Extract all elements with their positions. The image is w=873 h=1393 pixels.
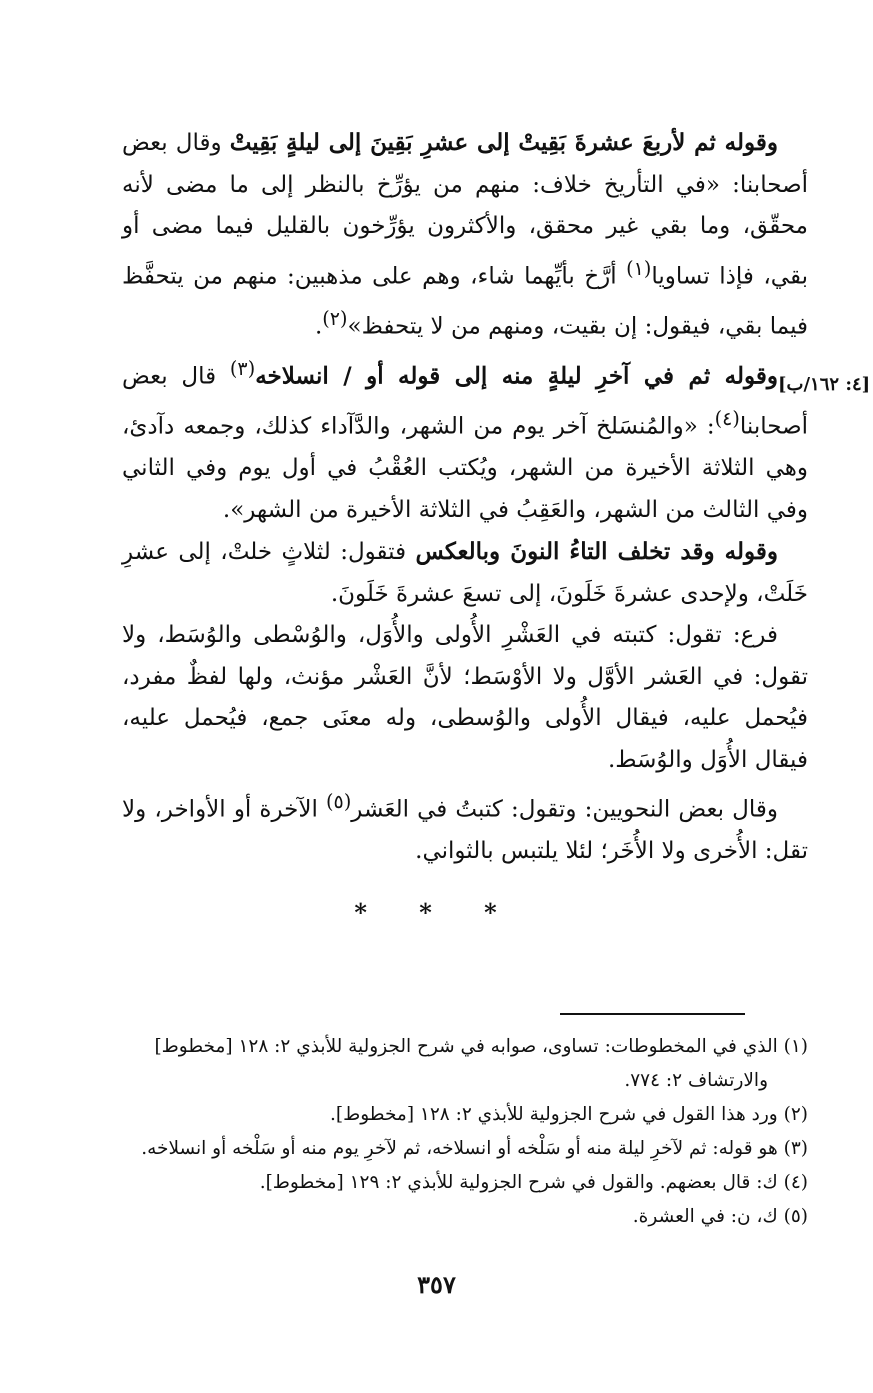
footnote-3 [128,1132,808,1166]
footnote-4 [128,1166,808,1200]
section-separator: * * * [354,898,519,927]
paragraph-2 [122,348,808,531]
footnote-3-text: هو قوله: ثم لآخرِ ليلة منه أو سَلْخه أو انسلاخه، ثم لآخرِ يوم منه أو سَلْخه أو انسلاخه. [141,1138,778,1159]
paragraph-1-end: . [314,313,323,340]
paragraph-2-heading: وقوله ثم في آخرِ ليلةٍ منه إلى قوله أو / انسلاخه [255,362,778,390]
footnote-4-text: ك: قال بعضهم. والقول في شرح الجزولية للأبذي ٢: ١٢٩ [مخطوط]. [259,1172,778,1193]
paragraph-3 [122,531,808,615]
paragraph-5-text-cont: الآخرة أو الأواخر، ولا تقل: الأُخرى ولا الأُخَر؛ لئلا يلتبس بالثواني. [122,796,808,865]
footnotes [128,1030,808,1234]
footnote-5-text: ك، ن: في العشرة. [632,1206,778,1227]
paragraph-1-text: وقال بعض أصحابنا: «في التأريخ خلاف: منهم من يؤرِّخ بالنظر إلى ما مضى لأنه محقّق، وما بقي غير محقق، والأكثرون يؤرِّخون بالقليل فيما مضى أو بقي، فإذا تساويا [122,130,808,290]
margin-folio-reference: [٤: ١٦٢/ب] [778,374,871,395]
paragraph-3-heading: وقوله وقد تخلف التاءُ النونَ وبالعكس [415,538,778,566]
footnote-ref-2[interactable]: (٢) [322,306,348,330]
footnote-4-number: (٤) [783,1172,808,1193]
paragraph-5-text: وقال بعض النحويين: وتقول: كتبتُ في العَشر [351,796,778,823]
paragraph-1-text-cont: أرَّخ بأيِّهما شاء، وهم على مذهبين: منهم من يتحفَّظ فيما بقي، فيقول: إن بقيت، ومنهم من لا يتحفظ» [122,263,808,340]
footnote-1-continuation: والارتشاف ٢: ٧٧٤. [624,1070,768,1091]
footnote-1-number: (١) [783,1036,808,1057]
paragraph-3-text: فتقول: لثلاثٍ خلتْ، إلى عشرِ خَلَتْ، ولإحدى عشرةَ خَلَونَ، إلى تسعَ عشرةَ خَلَونَ. [122,539,808,607]
footnote-2-text: ورد هذا القول في شرح الجزولية للأبذي ٢: ١٢٨ [مخطوط]. [330,1104,778,1125]
page-number: ٣٥٧ [417,1270,456,1299]
main-text [122,122,808,873]
paragraph-2-text-cont: : «والمُنسَلخ آخر يوم من الشهر، والدَّآداء كذلك، وجمعه دآدئ، وهي الثلاثة الأخيرة من الشهر، ويُكتب العُقْبُ في أول يوم وفي الثاني وفي الثالث من الشهر، والعَقِبُ في الثلاثة الأخيرة من الشهر». [122,413,808,523]
footnote-ref-4[interactable]: (٤) [714,406,740,430]
footnote-1 [128,1030,808,1064]
footnote-2 [128,1098,808,1132]
footnote-ref-3[interactable]: (٣) [229,356,256,380]
footnote-2-number: (٢) [783,1104,808,1125]
footnote-1-text: الذي في المخطوطات: تساوى، صوابه في شرح الجزولية للأبذي ٢: ١٢٨ [مخطوط] [154,1036,778,1057]
footnote-divider [560,1013,745,1015]
footnote-5 [128,1200,808,1234]
paragraph-2-text: قال بعض أصحابنا [122,363,808,440]
paragraph-1-heading: وقوله ثم لأربعَ عشرةَ بَقِيتْ إلى عشرِ بَقِينَ إلى ليلةٍ بَقِيتْ [229,129,778,156]
paragraph-1 [122,122,808,348]
footnote-ref-5[interactable]: (٥) [326,790,352,814]
footnote-3-number: (٣) [783,1138,808,1159]
footnote-5-number: (٥) [783,1206,808,1227]
footnote-ref-1[interactable]: (١) [626,256,652,280]
paragraph-4: فرع: تقول: كتبته في العَشْرِ الأُولى والأُوَل، والوُسْطى والوُسَط، ولا تقول: في العَشر الأوَّل ولا الأوْسَط؛ لأنَّ العَشْر مؤنث، ولها لفظٌ مفرد، فيُحمل عليه، فيقال الأُولى والوُسطى، وله معنَى جمع، فيُحمل عليه، فيقال الأُوَل والوُسَط. [122,622,808,773]
paragraph-5 [122,781,808,873]
